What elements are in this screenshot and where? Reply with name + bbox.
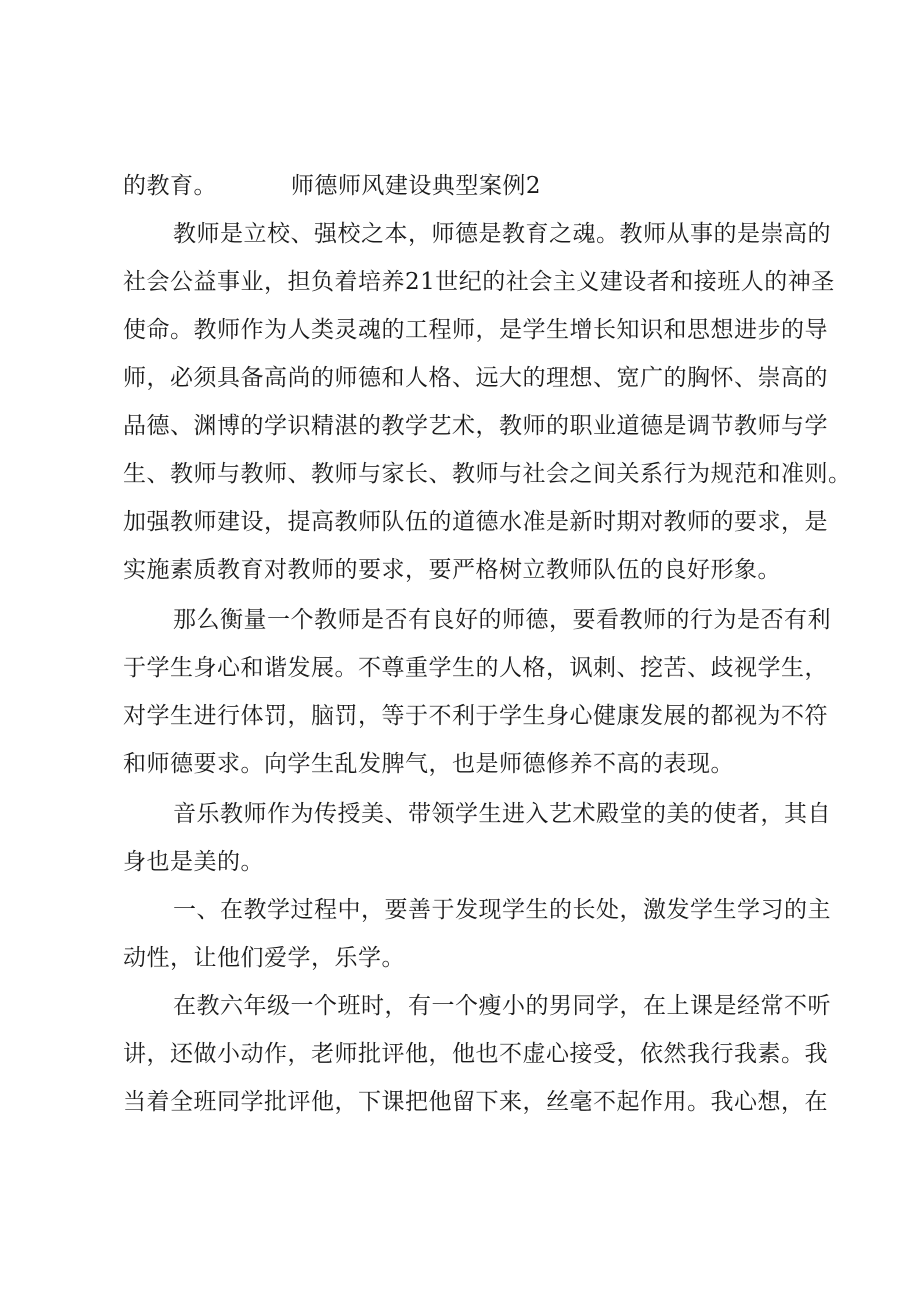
body-line: 对学生进行体罚，脑罚，等于不利于学生身心健康发展的都视为不符 — [123, 703, 828, 729]
body-line: 实施素质教育对教师的要求，要严格树立教师队伍的良好形象。 — [123, 557, 781, 583]
body-line: 使命。教师作为人类灵魂的工程师，是学生增长知识和思想进步的导 — [123, 317, 828, 343]
heading-row — [123, 170, 541, 202]
body-line: 在教六年级一个班时，有一个瘦小的男同学，在上课是经常不听 — [173, 993, 831, 1019]
body-line: 于学生身心和谐发展。不尊重学生的人格，讽刺、挖苦、歧视学生， — [123, 655, 828, 681]
body-line: 和师德要求。向学生乱发脾气，也是师德修养不高的表现。 — [123, 751, 734, 777]
body-line: 生、教师与教师、教师与家长、教师与社会之间关系行为规范和准则。 — [123, 461, 852, 487]
body-line: 师，必须具备高尚的师德和人格、远大的理想、宽广的胸怀、崇高的 — [123, 365, 828, 391]
body-line: 品德、渊博的学识精湛的教学艺术，教师的职业道德是调节教师与学 — [123, 413, 828, 439]
section-title: 师德师风建设典型案例2 — [290, 173, 541, 199]
body-line: 音乐教师作为传授美、带领学生进入艺术殿堂的美的使者，其自 — [173, 801, 831, 827]
body-line: 动性，让他们爱学，乐学。 — [123, 945, 405, 971]
body-line: 身也是美的。 — [123, 849, 264, 875]
previous-text-tail: 的教育。 — [123, 173, 217, 199]
body-line: 讲，还做小动作，老师批评他，他也不虚心接受，依然我行我素。我 — [123, 1041, 828, 1067]
body-line: 一、在教学过程中，要善于发现学生的长处，激发学生学习的主 — [173, 897, 831, 923]
body-line: 那么衡量一个教师是否有良好的师德，要看教师的行为是否有利 — [173, 607, 831, 633]
body-line: 社会公益事业，担负着培养21世纪的社会主义建设者和接班人的神圣 — [123, 269, 835, 295]
body-line: 加强教师建设，提高教师队伍的道德水准是新时期对教师的要求，是 — [123, 509, 828, 535]
body-line: 当着全班同学批评他，下课把他留下来，丝毫不起作用。我心想，在 — [123, 1089, 828, 1115]
body-line: 教师是立校、强校之本，师德是教育之魂。教师从事的是崇高的 — [173, 221, 831, 247]
